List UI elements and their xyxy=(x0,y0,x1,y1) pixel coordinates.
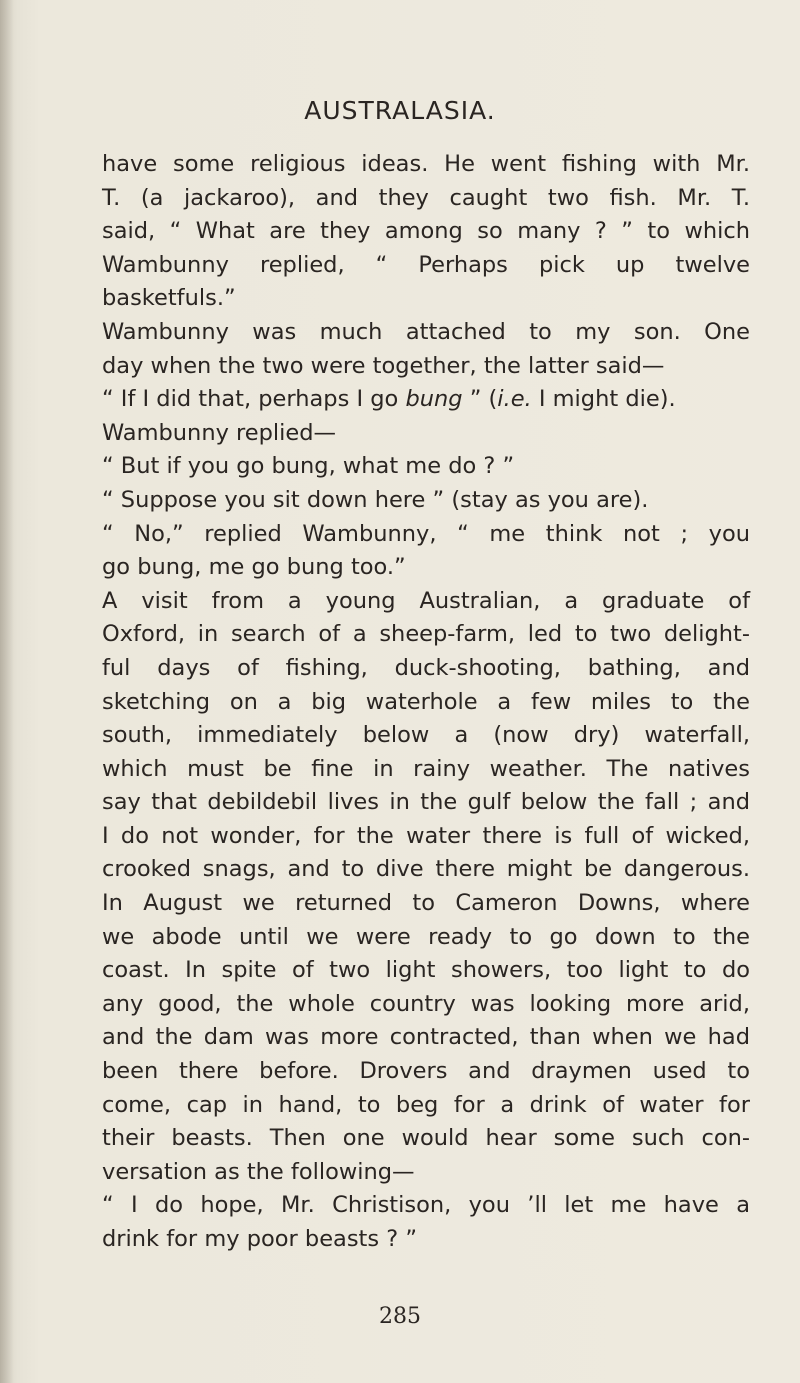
text-line: sketching on a big waterhole a few miles to the xyxy=(102,688,750,715)
text-line: basketfuls.” xyxy=(102,285,236,312)
text-line: Wambunny replied— xyxy=(102,419,337,446)
text-line: Wambunny replied, “ Perhaps pick up twelve xyxy=(102,251,750,278)
text-line: been there before. Drovers and draymen used to xyxy=(102,1058,750,1085)
text-line: crooked snags, and to dive there might be dangerous. xyxy=(102,856,750,883)
text-line: ful days of fishing, duck-shooting, bathing, and xyxy=(102,654,750,681)
text-line: and the dam was more contracted, than when we had xyxy=(102,1024,750,1051)
text-line: south, immediately below a (now dry) waterfall, xyxy=(102,722,750,749)
text-line: T. (a jackaroo), and they caught two fish. Mr. T. xyxy=(102,184,750,211)
text-line: “ I do hope, Mr. Christison, you ’ll let me have a xyxy=(102,1192,750,1219)
text-line: “ No,” replied Wambunny, “ me think not ; you xyxy=(102,520,750,547)
text-line: versation as the following— xyxy=(102,1158,415,1185)
text-line: I do not wonder, for the water there is full of wicked, xyxy=(102,822,750,849)
text-line: In August we returned to Cameron Downs, where xyxy=(102,890,750,917)
text-line: Wambunny was much attached to my son. One xyxy=(102,318,750,345)
text-line: any good, the whole country was looking more arid, xyxy=(102,990,750,1017)
text-line: their beasts. Then one would hear some such con- xyxy=(102,1125,750,1152)
italic-word: bung xyxy=(405,386,463,413)
text-line: “ Suppose you sit down here ” (stay as you are). xyxy=(102,486,649,513)
italic-word: i.e. xyxy=(497,386,532,413)
text-line: go bung, me go bung too.” xyxy=(102,554,406,581)
text-line: coast. In spite of two light showers, too light to do xyxy=(102,957,750,984)
body-text xyxy=(102,148,750,1257)
text-line-with-italics: “ If I did that, perhaps I go bung ” (i.e. I might die). xyxy=(102,386,676,413)
page-number: 285 xyxy=(379,1304,421,1329)
text-line: Oxford, in search of a sheep-farm, led to two delight- xyxy=(102,621,750,648)
text-line: we abode until we were ready to go down to the xyxy=(102,923,750,950)
gutter-shadow xyxy=(0,0,14,1383)
text-line: which must be fine in rainy weather. The natives xyxy=(102,755,750,782)
text-line: drink for my poor beasts ? ” xyxy=(102,1226,417,1252)
text-line: have some religious ideas. He went fishing with Mr. xyxy=(102,151,750,177)
text-line: “ But if you go bung, what me do ? ” xyxy=(102,453,515,480)
text-line: say that debildebil lives in the gulf below the fall ; and xyxy=(102,789,750,816)
text-line: come, cap in hand, to beg for a drink of water for xyxy=(102,1091,750,1118)
running-head: AUSTRALASIA. xyxy=(304,96,496,125)
text-line: day when the two were together, the latter said— xyxy=(102,352,665,379)
text-line: said, “ What are they among so many ? ” to which xyxy=(102,218,750,245)
text-line: A visit from a young Australian, a graduate of xyxy=(102,587,750,614)
